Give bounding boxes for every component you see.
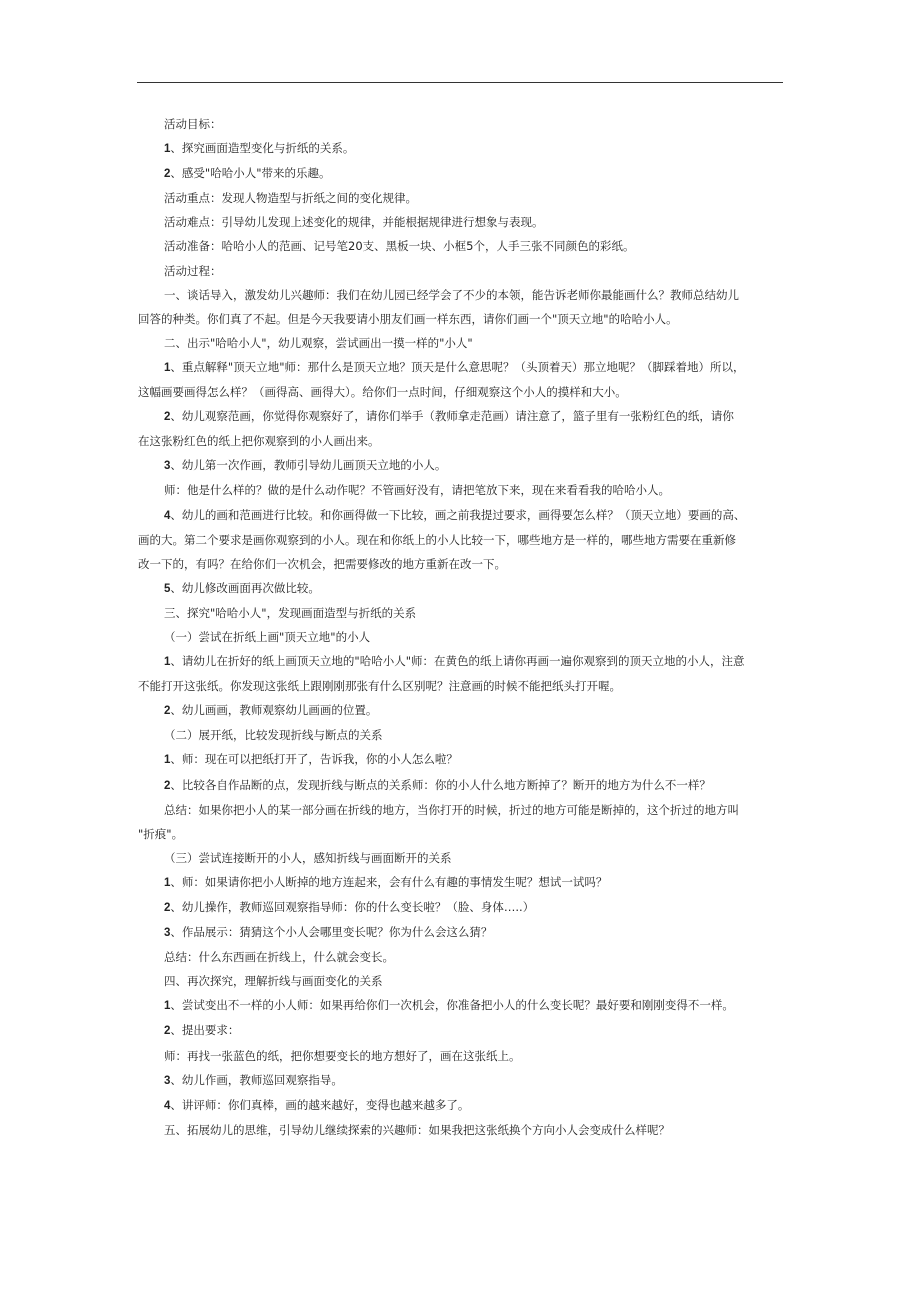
paragraph-line xyxy=(138,920,798,945)
header-rule xyxy=(137,82,783,83)
line-text: 总结：什么东西画在折线上，什么就会变长。 xyxy=(164,950,394,965)
item-number: 1 xyxy=(164,1000,171,1013)
line-text: 、师：现在可以把纸打开了，告诉我，你的小人怎么啦？ xyxy=(170,752,458,767)
line-text: 、幼儿的画和范画进行比较。和你画得做一下比较，画之前我提过要求，画得要怎么样？（顶天立地）要画的高、 xyxy=(170,507,746,522)
paragraph-line xyxy=(138,429,798,453)
paragraph-line xyxy=(138,404,798,429)
paragraph-line xyxy=(138,798,798,822)
line-text: 、幼儿画画，教师观察幼儿画画的位置。 xyxy=(170,703,378,718)
paragraph-line xyxy=(138,503,798,528)
line-text: 三、探究"哈哈小人"，发现画面造型与折纸的关系 xyxy=(164,605,417,620)
line-text: "折痕"。 xyxy=(138,826,184,841)
paragraph-line xyxy=(138,625,798,649)
line-text: 、作品展示：猜猜这个小人会哪里变长呢？你为什么会这么猜？ xyxy=(170,925,493,940)
paragraph-line xyxy=(138,723,798,747)
paragraph-line xyxy=(138,283,798,307)
line-text: 不能打开这张纸。你发现这张纸上跟刚刚那张有什么区别呢？注意画的时候不能把纸头打开喔。 xyxy=(138,679,621,694)
item-number: 3 xyxy=(164,1074,171,1087)
paragraph-line xyxy=(138,331,798,355)
line-text: 、重点解释"顶天立地"师：那什么是顶天立地？顶天是什么意思呢？（头顶着天）那立地呢？（脚踩着地）所以， xyxy=(170,359,745,374)
line-text: 、幼儿操作，教师巡回观察指导师：你的什么变长啦？（脸、身体…..） xyxy=(170,900,535,914)
line-text: 、感受"哈哈小人"带来的乐趣。 xyxy=(170,166,331,181)
paragraph-line xyxy=(138,1093,798,1118)
paragraph-line xyxy=(138,1044,798,1068)
line-text: 师：他是什么样的？做的是什么动作呢？不管画好没有，请把笔放下来，现在来看看我的哈哈小人。 xyxy=(164,483,670,498)
line-text: （一）尝试在折纸上画"顶天立地"的小人 xyxy=(164,629,371,644)
line-text: 回答的种类。你们真了不起。但是今天我要请小朋友们画一样东西，请你们画一个"顶天立地"的哈哈小人。 xyxy=(138,311,678,326)
item-number: 2 xyxy=(164,411,171,424)
line-text: 一、谈话导入，激发幼儿兴趣师：我们在幼儿园已经学会了不少的本领，能告诉老师你最能画什么？教师总结幼儿 xyxy=(164,287,739,302)
paragraph-line xyxy=(138,112,798,136)
paragraph-line xyxy=(138,528,798,552)
paragraph-line xyxy=(138,161,798,186)
line-text: 二、出示"哈哈小人"，幼儿观察，尝试画出一摸一样的"小人" xyxy=(164,335,473,350)
paragraph-line xyxy=(138,380,798,404)
line-text: 、尝试变出不一样的小人师：如果再给你们一次机会，你准备把小人的什么变长呢？最好要和刚刚变得不一样。 xyxy=(170,998,734,1013)
paragraph-line xyxy=(138,234,798,258)
item-number: 2 xyxy=(164,1025,171,1038)
line-text: 活动准备：哈哈小人的范画、记号笔20支、黑板一块、小框5个，人手三张不同颜色的彩纸。 xyxy=(164,239,635,254)
paragraph-line xyxy=(138,259,798,283)
paragraph-line xyxy=(138,307,798,331)
line-text: 在这张粉红色的纸上把你观察到的小人画出来。 xyxy=(138,434,380,449)
paragraph-line xyxy=(138,576,798,601)
paragraph-line xyxy=(138,453,798,478)
paragraph-line xyxy=(138,355,798,380)
item-number: 1 xyxy=(164,656,171,669)
line-text: 活动重点：发现人物造型与折纸之间的变化规律。 xyxy=(164,191,417,206)
line-text: 、师：如果请你把小人断掉的地方连起来，会有什么有趣的事情发生呢？想试一试吗？ xyxy=(170,874,608,889)
paragraph-line xyxy=(138,747,798,772)
line-text: 五、拓展幼儿的思维，引导幼儿继续探索的兴趣师：如果我把这张纸换个方向小人会变成什么样呢？ xyxy=(164,1122,670,1137)
item-number: 1 xyxy=(164,361,171,374)
line-text: 、探究画面造型变化与折纸的关系。 xyxy=(170,141,355,156)
line-text: （二）展开纸，比较发现折线与断点的关系 xyxy=(164,728,383,743)
item-number: 3 xyxy=(164,460,171,473)
item-number: 1 xyxy=(164,754,171,767)
line-text: （三）尝试连接断开的小人，感知折线与画面断开的关系 xyxy=(164,850,452,865)
item-number: 2 xyxy=(164,705,171,718)
item-number: 5 xyxy=(164,582,171,595)
item-number: 4 xyxy=(164,509,171,522)
paragraph-line xyxy=(138,136,798,161)
paragraph-line xyxy=(138,945,798,969)
item-number: 2 xyxy=(164,168,171,181)
paragraph-line xyxy=(138,552,798,576)
item-number: 2 xyxy=(164,779,171,792)
document-body xyxy=(138,112,798,1142)
line-text: 活动难点：引导幼儿发现上述变化的规律，并能根据规律进行想象与表现。 xyxy=(164,215,544,230)
line-text: 改一下的，有吗？在给你们一次机会，把需要修改的地方重新在改一下。 xyxy=(138,556,506,571)
paragraph-line xyxy=(138,969,798,993)
paragraph-line xyxy=(138,870,798,895)
paragraph-line xyxy=(138,698,798,723)
paragraph-line xyxy=(138,210,798,234)
paragraph-line xyxy=(138,478,798,502)
line-text: 、幼儿作画，教师巡回观察指导。 xyxy=(170,1072,343,1087)
line-text: 活动过程： xyxy=(164,263,222,278)
paragraph-line xyxy=(138,773,798,798)
line-text: 、提出要求： xyxy=(170,1023,240,1038)
paragraph-line xyxy=(138,1118,798,1142)
paragraph-line xyxy=(138,1068,798,1093)
paragraph-line xyxy=(138,895,798,920)
line-text: 、比较各自作品断的点，发现折线与断点的关系师：你的小人什么地方断掉了？断开的地方为什么不一样？ xyxy=(170,777,711,792)
item-number: 3 xyxy=(164,927,171,940)
line-text: 画的大。第二个要求是画你观察到的小人。现在和你纸上的小人比较一下，哪些地方是一样的，哪些地方需要在重新修 xyxy=(138,532,736,547)
line-text: 、讲评师：你们真棒，画的越来越好，变得也越来越多了。 xyxy=(170,1097,470,1112)
paragraph-line xyxy=(138,1018,798,1043)
item-number: 2 xyxy=(164,902,171,914)
line-text: 四、再次探究，理解折线与画面变化的关系 xyxy=(164,974,383,989)
line-text: 、请幼儿在折好的纸上画顶天立地的"哈哈小人"师：在黄色的纸上请你再画一遍你观察到的顶天立地的小人，注意 xyxy=(170,654,745,669)
line-text: 、幼儿观察范画，你觉得你观察好了，请你们举手（教师拿走范画）请注意了，篮子里有一张粉红色的纸，请你 xyxy=(170,409,734,424)
line-text: 这幅画要画得怎么样？（画得高、画得大）。给你们一点时间，仔细观察这个小人的摸样和大小。 xyxy=(138,385,627,400)
paragraph-line xyxy=(138,601,798,625)
paragraph-line xyxy=(138,846,798,870)
line-text: 、幼儿修改画面再次做比较。 xyxy=(170,580,320,595)
paragraph-line xyxy=(138,822,798,846)
paragraph-line xyxy=(138,186,798,210)
line-text: 活动目标： xyxy=(164,117,222,131)
paragraph-line xyxy=(138,993,798,1018)
line-text: 、幼儿第一次作画，教师引导幼儿画顶天立地的小人。 xyxy=(170,458,447,473)
paragraph-line xyxy=(138,649,798,674)
line-text: 总结：如果你把小人的某一部分画在折线的地方，当你打开的时候，折过的地方可能是断掉的，这个折过的地方叫 xyxy=(164,802,739,817)
item-number: 4 xyxy=(164,1099,171,1112)
line-text: 师：再找一张蓝色的纸，把你想要变长的地方想好了，画在这张纸上。 xyxy=(164,1048,521,1063)
item-number: 1 xyxy=(164,143,171,156)
paragraph-line xyxy=(138,674,798,698)
item-number: 1 xyxy=(164,876,171,889)
